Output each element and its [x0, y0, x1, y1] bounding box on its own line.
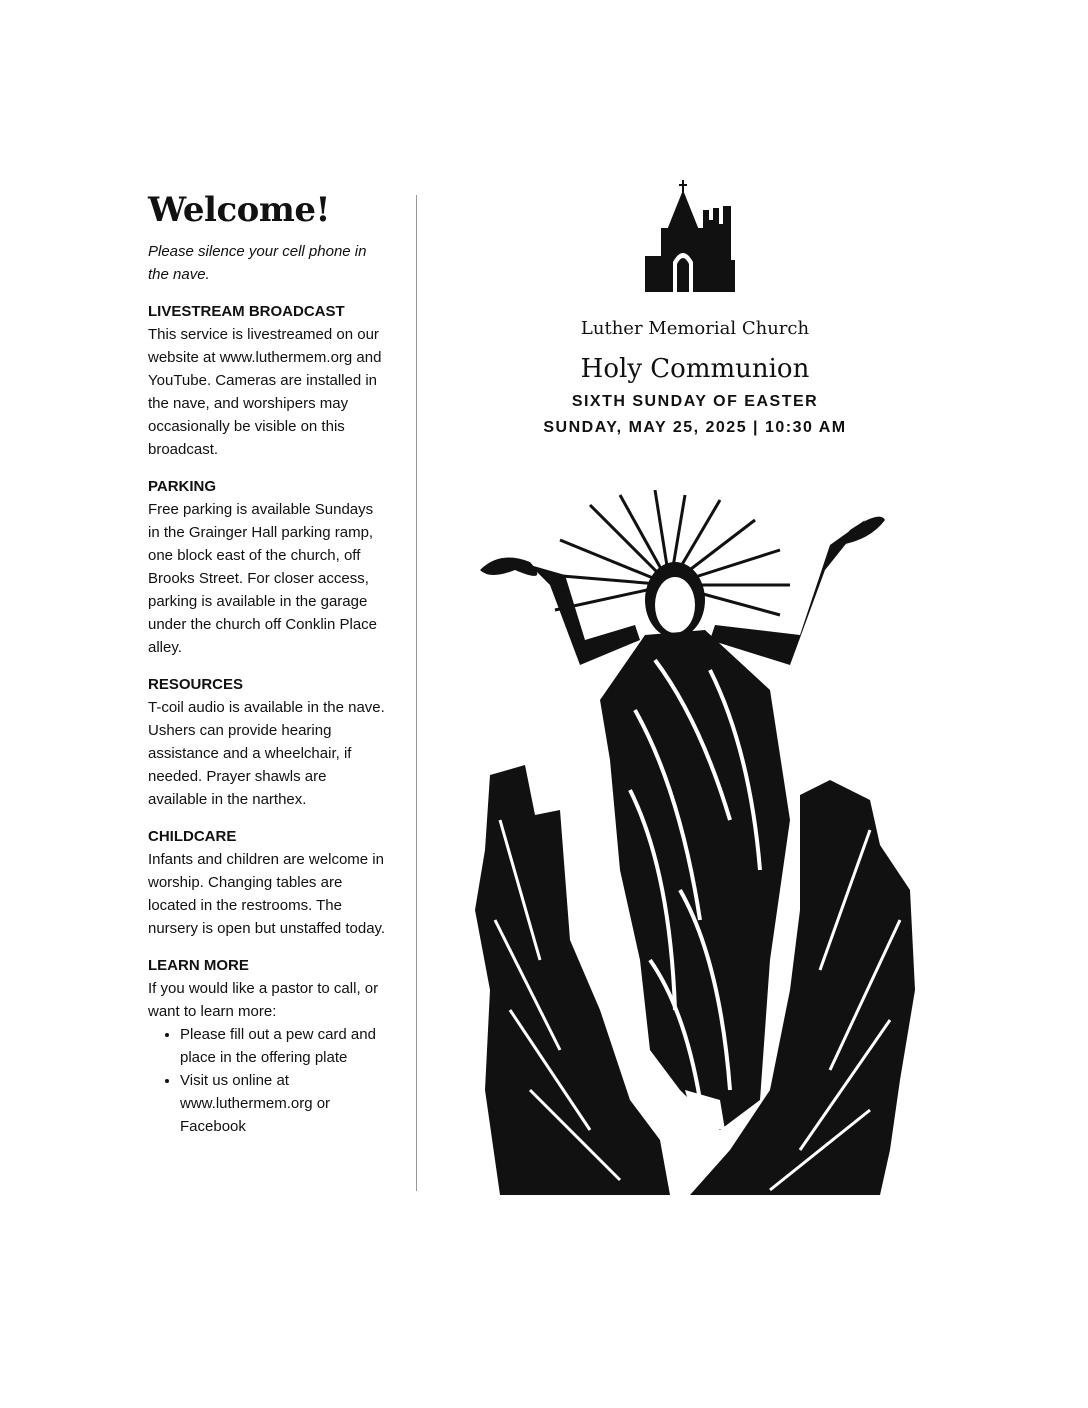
section-heading: PARKING — [148, 478, 217, 495]
parking-section — [148, 475, 388, 659]
service-occasion: SIXTH SUNDAY OF EASTER — [571, 393, 819, 410]
childcare-section — [148, 825, 388, 940]
service-title: Holy Communion — [580, 354, 810, 384]
church-name: Luther Memorial Church — [580, 318, 810, 339]
section-body: If you would like a pastor to call, or want to learn more: — [148, 980, 379, 1020]
section-heading: LEARN MORE — [148, 957, 249, 974]
learn-more-section — [148, 954, 388, 1138]
section-body: Free parking is available Sundays in the Grainger Hall parking ramp, one block east of the church, off Brooks Street. For closer access, parking is available in the garage under the church off Conklin Place alley. — [148, 501, 378, 656]
column-divider — [416, 195, 417, 1191]
risen-christ-woodcut-illustration — [470, 490, 920, 1195]
welcome-title: Welcome! — [148, 190, 330, 230]
welcome-note: Please silence your cell phone in the nave. — [148, 243, 367, 283]
section-body: This service is livestreamed on our website at www.luthermem.org and YouTube. Cameras are installed in the nave, and worshipers may occasionally be visible on this broadcast. — [148, 326, 382, 458]
church-icon — [645, 180, 745, 292]
list-item: • Please fill out a pew card and place in the offering plate — [180, 1023, 388, 1069]
section-body: Infants and children are welcome in worship. Changing tables are located in the restrooms. The nursery is open but unstaffed today. — [148, 851, 386, 937]
section-heading: CHILDCARE — [148, 828, 237, 845]
learn-more-list — [148, 1023, 388, 1138]
section-heading: LIVESTREAM BROADCAST — [148, 303, 345, 320]
welcome-column — [148, 190, 388, 1152]
service-header — [470, 180, 920, 440]
resources-section — [148, 673, 388, 811]
service-datetime: SUNDAY, MAY 25, 2025 | 10:30 AM — [543, 419, 847, 436]
section-heading: RESOURCES — [148, 676, 244, 693]
section-body: T-coil audio is available in the nave. Ushers can provide hearing assistance and a wheelchair, if needed. Prayer shawls are available in the narthex. — [148, 699, 385, 808]
livestream-section — [148, 300, 388, 461]
list-item: • Visit us online at www.luthermem.org or Facebook — [180, 1069, 388, 1138]
